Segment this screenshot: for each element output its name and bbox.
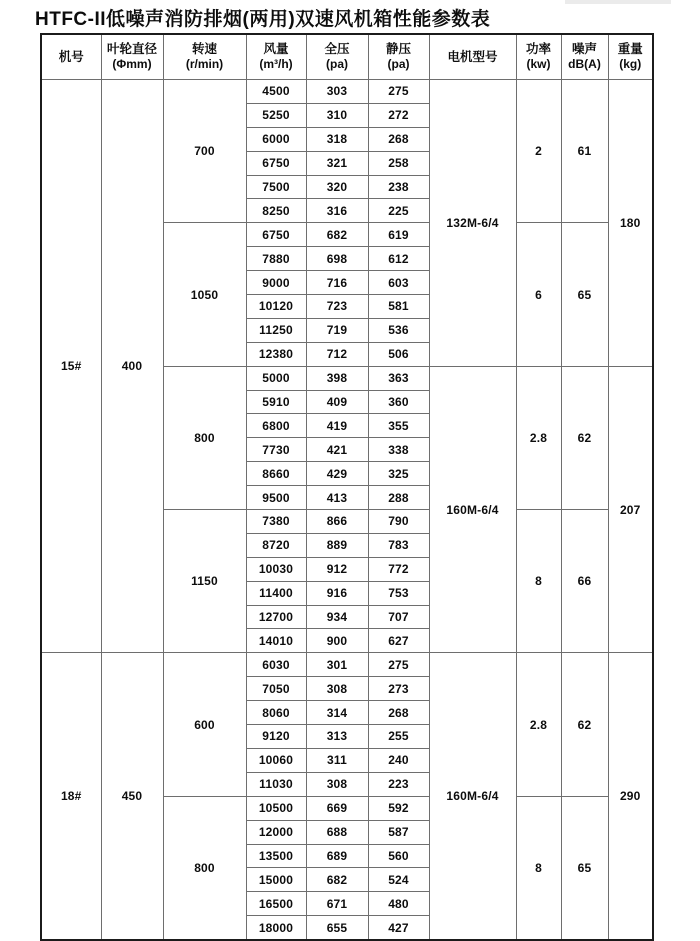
column-header-power xyxy=(516,34,561,80)
cell-total-pressure: 655 xyxy=(306,916,368,940)
cell-speed: 1150 xyxy=(163,510,246,653)
cell-static-pressure: 587 xyxy=(368,820,429,844)
cell-air-volume: 6750 xyxy=(246,223,306,247)
cell-weight: 207 xyxy=(608,366,653,653)
cell-static-pressure: 536 xyxy=(368,318,429,342)
header-row xyxy=(41,34,653,80)
cell-noise: 66 xyxy=(561,510,608,653)
column-label: 风量 xyxy=(263,42,289,57)
cell-static-pressure: 772 xyxy=(368,557,429,581)
cell-weight: 180 xyxy=(608,80,653,367)
column-header-total-pressure xyxy=(306,34,368,80)
cell-total-pressure: 934 xyxy=(306,605,368,629)
cell-static-pressure: 325 xyxy=(368,462,429,486)
scan-artifact-bar xyxy=(565,0,671,4)
cell-static-pressure: 753 xyxy=(368,581,429,605)
cell-air-volume: 7380 xyxy=(246,510,306,534)
column-unit: (pa) xyxy=(387,57,410,72)
cell-air-volume: 9120 xyxy=(246,725,306,749)
cell-air-volume: 4500 xyxy=(246,80,306,104)
cell-air-volume: 10500 xyxy=(246,796,306,820)
cell-static-pressure: 581 xyxy=(368,295,429,319)
table-row xyxy=(41,653,653,677)
cell-total-pressure: 308 xyxy=(306,772,368,796)
table-header xyxy=(41,34,653,80)
column-label: 静压 xyxy=(385,42,411,57)
cell-air-volume: 14010 xyxy=(246,629,306,653)
cell-noise: 65 xyxy=(561,223,608,366)
cell-air-volume: 10060 xyxy=(246,748,306,772)
cell-speed: 700 xyxy=(163,80,246,223)
cell-total-pressure: 303 xyxy=(306,80,368,104)
cell-total-pressure: 413 xyxy=(306,486,368,510)
cell-weight: 290 xyxy=(608,653,653,940)
cell-total-pressure: 900 xyxy=(306,629,368,653)
cell-total-pressure: 716 xyxy=(306,271,368,295)
cell-air-volume: 12000 xyxy=(246,820,306,844)
fan-performance-table xyxy=(40,33,654,941)
cell-total-pressure: 429 xyxy=(306,462,368,486)
cell-total-pressure: 688 xyxy=(306,820,368,844)
cell-power: 2.8 xyxy=(516,366,561,509)
column-label: 电机型号 xyxy=(447,49,498,64)
column-header-impeller-diameter xyxy=(101,34,163,80)
cell-noise: 61 xyxy=(561,80,608,223)
column-unit: (pa) xyxy=(326,57,348,72)
cell-total-pressure: 682 xyxy=(306,868,368,892)
cell-total-pressure: 409 xyxy=(306,390,368,414)
column-unit: (Φmm) xyxy=(112,57,152,72)
cell-total-pressure: 314 xyxy=(306,701,368,725)
cell-static-pressure: 783 xyxy=(368,533,429,557)
cell-air-volume: 18000 xyxy=(246,916,306,940)
cell-air-volume: 6000 xyxy=(246,127,306,151)
cell-static-pressure: 272 xyxy=(368,103,429,127)
cell-total-pressure: 308 xyxy=(306,677,368,701)
cell-motor-model: 160M-6/4 xyxy=(429,653,516,940)
cell-static-pressure: 240 xyxy=(368,748,429,772)
column-header-noise xyxy=(561,34,608,80)
cell-total-pressure: 301 xyxy=(306,653,368,677)
cell-static-pressure: 427 xyxy=(368,916,429,940)
cell-noise: 65 xyxy=(561,796,608,940)
cell-static-pressure: 338 xyxy=(368,438,429,462)
cell-speed: 1050 xyxy=(163,223,246,366)
cell-power: 8 xyxy=(516,796,561,940)
cell-machine-no: 18# xyxy=(41,653,101,940)
cell-noise: 62 xyxy=(561,653,608,796)
cell-static-pressure: 355 xyxy=(368,414,429,438)
cell-total-pressure: 669 xyxy=(306,796,368,820)
cell-total-pressure: 712 xyxy=(306,342,368,366)
cell-machine-no: 15# xyxy=(41,80,101,653)
column-unit: dB(A) xyxy=(568,57,601,72)
cell-static-pressure: 592 xyxy=(368,796,429,820)
cell-total-pressure: 310 xyxy=(306,103,368,127)
cell-total-pressure: 320 xyxy=(306,175,368,199)
cell-static-pressure: 524 xyxy=(368,868,429,892)
cell-static-pressure: 363 xyxy=(368,366,429,390)
column-header-weight xyxy=(608,34,653,80)
cell-air-volume: 10120 xyxy=(246,295,306,319)
cell-total-pressure: 682 xyxy=(306,223,368,247)
column-unit: (kw) xyxy=(526,57,551,72)
column-unit: (r/min) xyxy=(185,57,224,72)
cell-air-volume: 13500 xyxy=(246,844,306,868)
cell-total-pressure: 671 xyxy=(306,892,368,916)
cell-static-pressure: 225 xyxy=(368,199,429,223)
cell-air-volume: 11250 xyxy=(246,318,306,342)
cell-impeller-diameter: 450 xyxy=(101,653,163,940)
column-label: 噪声 xyxy=(571,42,597,57)
cell-power: 2.8 xyxy=(516,653,561,796)
cell-air-volume: 6800 xyxy=(246,414,306,438)
column-label: 转速 xyxy=(191,42,217,57)
cell-static-pressure: 707 xyxy=(368,605,429,629)
cell-static-pressure: 268 xyxy=(368,701,429,725)
cell-static-pressure: 223 xyxy=(368,772,429,796)
cell-air-volume: 10030 xyxy=(246,557,306,581)
cell-air-volume: 15000 xyxy=(246,868,306,892)
cell-air-volume: 6750 xyxy=(246,151,306,175)
cell-static-pressure: 612 xyxy=(368,247,429,271)
cell-total-pressure: 313 xyxy=(306,725,368,749)
column-label: 叶轮直径 xyxy=(106,42,157,57)
column-header-speed xyxy=(163,34,246,80)
cell-static-pressure: 258 xyxy=(368,151,429,175)
cell-air-volume: 5000 xyxy=(246,366,306,390)
cell-static-pressure: 255 xyxy=(368,725,429,749)
column-label: 全压 xyxy=(324,42,350,57)
cell-air-volume: 11030 xyxy=(246,772,306,796)
cell-total-pressure: 689 xyxy=(306,844,368,868)
cell-air-volume: 8060 xyxy=(246,701,306,725)
cell-total-pressure: 318 xyxy=(306,127,368,151)
cell-total-pressure: 421 xyxy=(306,438,368,462)
cell-static-pressure: 560 xyxy=(368,844,429,868)
cell-air-volume: 9500 xyxy=(246,486,306,510)
cell-static-pressure: 288 xyxy=(368,486,429,510)
cell-static-pressure: 603 xyxy=(368,271,429,295)
cell-power: 6 xyxy=(516,223,561,366)
cell-total-pressure: 698 xyxy=(306,247,368,271)
cell-static-pressure: 268 xyxy=(368,127,429,151)
cell-speed: 800 xyxy=(163,366,246,509)
cell-impeller-diameter: 400 xyxy=(101,80,163,653)
column-unit: (m³/h) xyxy=(259,57,293,72)
table-row xyxy=(41,80,653,104)
cell-total-pressure: 916 xyxy=(306,581,368,605)
cell-total-pressure: 316 xyxy=(306,199,368,223)
cell-speed: 800 xyxy=(163,796,246,940)
cell-static-pressure: 275 xyxy=(368,653,429,677)
column-header-machine-no xyxy=(41,34,101,80)
cell-air-volume: 7880 xyxy=(246,247,306,271)
cell-static-pressure: 275 xyxy=(368,80,429,104)
cell-speed: 600 xyxy=(163,653,246,796)
cell-air-volume: 8250 xyxy=(246,199,306,223)
cell-power: 2 xyxy=(516,80,561,223)
cell-total-pressure: 321 xyxy=(306,151,368,175)
cell-static-pressure: 506 xyxy=(368,342,429,366)
cell-air-volume: 9000 xyxy=(246,271,306,295)
cell-static-pressure: 619 xyxy=(368,223,429,247)
page-title: HTFC-II低噪声消防排烟(两用)双速风机箱性能参数表 xyxy=(35,9,491,30)
column-label: 重量 xyxy=(617,42,643,57)
cell-air-volume: 7730 xyxy=(246,438,306,462)
cell-total-pressure: 889 xyxy=(306,533,368,557)
cell-static-pressure: 273 xyxy=(368,677,429,701)
cell-air-volume: 12700 xyxy=(246,605,306,629)
cell-static-pressure: 360 xyxy=(368,390,429,414)
cell-air-volume: 11400 xyxy=(246,581,306,605)
cell-air-volume: 5910 xyxy=(246,390,306,414)
table-body xyxy=(41,80,653,941)
cell-motor-model: 160M-6/4 xyxy=(429,366,516,653)
column-header-motor-model xyxy=(429,34,516,80)
column-label: 机号 xyxy=(58,49,84,64)
cell-air-volume: 8660 xyxy=(246,462,306,486)
column-header-air-volume xyxy=(246,34,306,80)
cell-total-pressure: 398 xyxy=(306,366,368,390)
cell-total-pressure: 719 xyxy=(306,318,368,342)
cell-air-volume: 12380 xyxy=(246,342,306,366)
cell-total-pressure: 311 xyxy=(306,748,368,772)
cell-static-pressure: 790 xyxy=(368,510,429,534)
cell-static-pressure: 238 xyxy=(368,175,429,199)
cell-static-pressure: 627 xyxy=(368,629,429,653)
cell-total-pressure: 912 xyxy=(306,557,368,581)
cell-air-volume: 7050 xyxy=(246,677,306,701)
cell-static-pressure: 480 xyxy=(368,892,429,916)
cell-air-volume: 6030 xyxy=(246,653,306,677)
cell-total-pressure: 866 xyxy=(306,510,368,534)
column-unit: (kg) xyxy=(619,57,642,72)
cell-noise: 62 xyxy=(561,366,608,509)
column-label: 功率 xyxy=(525,42,551,57)
cell-motor-model: 132M-6/4 xyxy=(429,80,516,367)
cell-air-volume: 16500 xyxy=(246,892,306,916)
cell-power: 8 xyxy=(516,510,561,653)
cell-air-volume: 7500 xyxy=(246,175,306,199)
cell-total-pressure: 723 xyxy=(306,295,368,319)
cell-total-pressure: 419 xyxy=(306,414,368,438)
cell-air-volume: 8720 xyxy=(246,533,306,557)
cell-air-volume: 5250 xyxy=(246,103,306,127)
column-header-static-pressure xyxy=(368,34,429,80)
